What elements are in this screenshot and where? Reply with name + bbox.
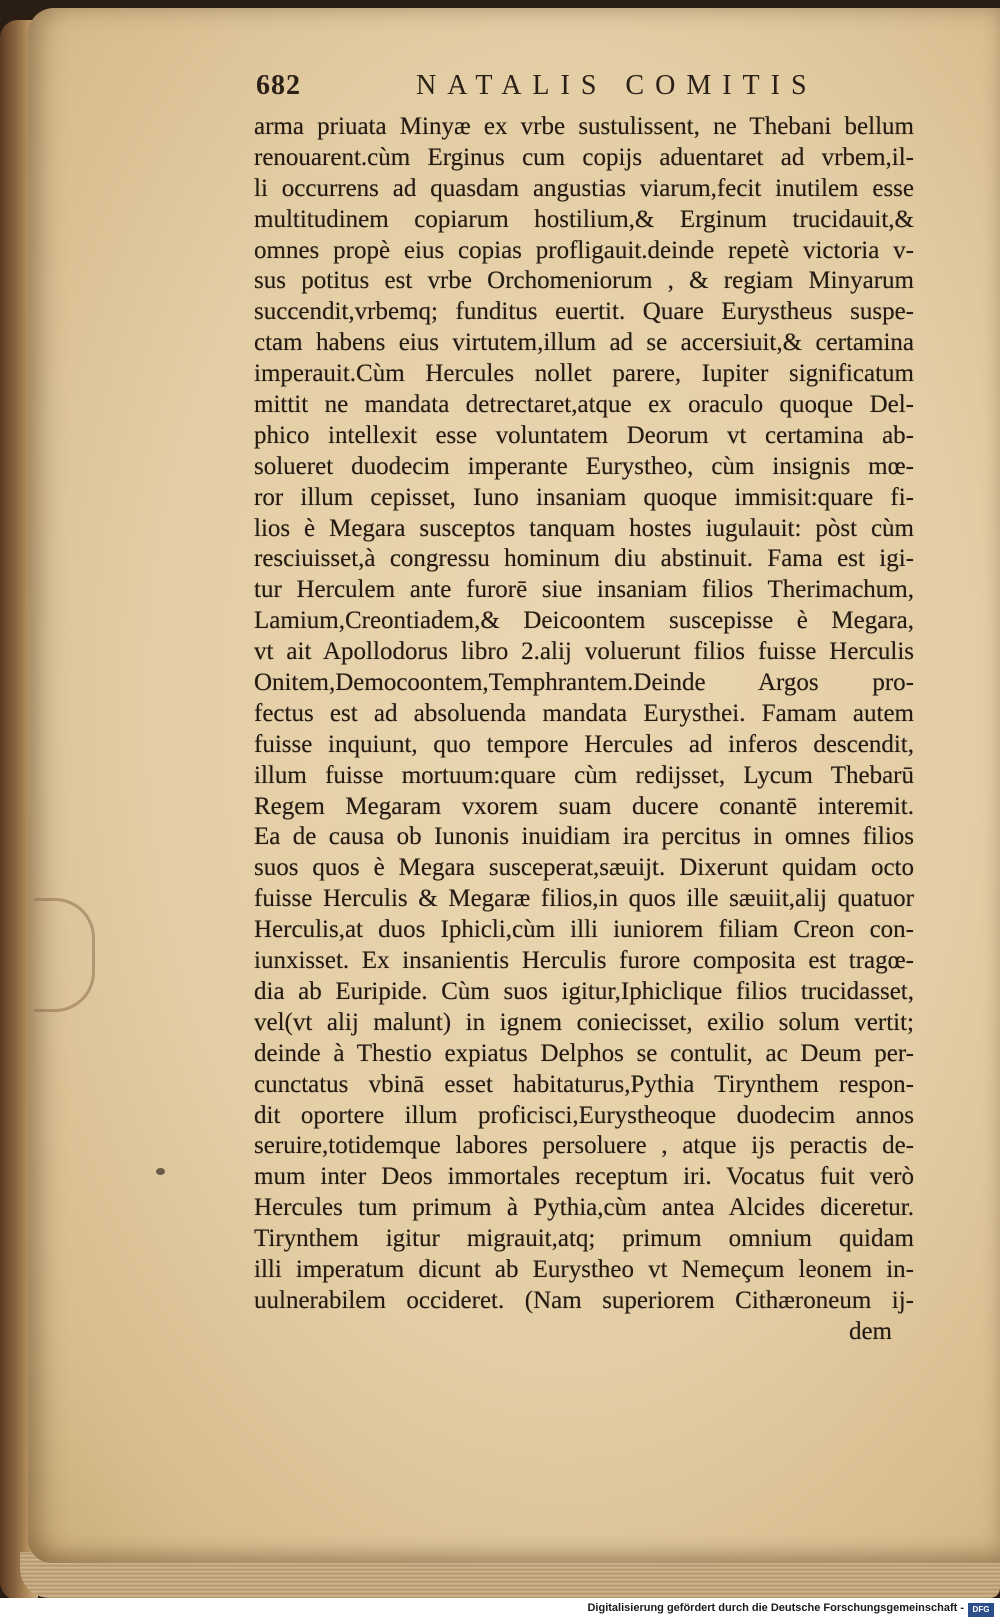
text-line: Hercules tum primum à Pythia,cùm antea Alcides diceretur. bbox=[254, 1194, 914, 1222]
text-line: tur Herculem ante furorē siue insaniam filios Therimachum, bbox=[254, 576, 914, 604]
funding-credit: Digitalisierung gefördert durch die Deutsche Forschungsgemeinschaft - bbox=[587, 1602, 964, 1614]
text-line: fuisse Herculis & Megaræ filios,in quos ille sæuiit,alij quatuor bbox=[254, 885, 914, 913]
text-line: cunctatus vbinā esset habitaturus,Pythia Tirynthem respon- bbox=[254, 1070, 914, 1098]
text-line: dem bbox=[848, 1317, 892, 1345]
text-line: li occurrens ad quasdam angustias viarum,fecit inutilem esse bbox=[254, 174, 914, 202]
text-line: ror illum cepisset, Iuno insaniam quoque immisit:quare fi- bbox=[254, 483, 914, 511]
text-line: dia ab Euripide. Cùm suos igitur,Iphiclique filios trucidasset, bbox=[254, 977, 914, 1005]
text-line: fectus est ad absoluenda mandata Eurysthei. Famam autem bbox=[254, 699, 914, 727]
text-line: deinde à Thestio expiatus Delphos se contulit, ac Deum per- bbox=[254, 1039, 914, 1067]
footer-bar bbox=[0, 1598, 1000, 1622]
body-text bbox=[254, 112, 914, 1348]
running-head: NATALIS COMITIS bbox=[416, 70, 818, 101]
text-line: arma priuata Minyæ ex vrbe sustulissent, ne Thebani bellum bbox=[254, 113, 914, 140]
page-number: 682 bbox=[256, 70, 301, 101]
text-line: Herculis,at duos Iphicli,cùm illi iuniorem filiam Creon con- bbox=[254, 916, 914, 944]
text-line: resciuisset,à congressu hominum diu abstinuit. Fama est igi- bbox=[254, 545, 914, 573]
text-line: lios è Megara susceptos tanquam hostes iugulauit: pòst cùm bbox=[254, 514, 914, 542]
text-line: Ea de causa ob Iunonis inuidiam ira percitus in omnes filios bbox=[254, 823, 914, 851]
page-header bbox=[256, 70, 956, 110]
text-line: phico intellexit esse voluntatem Deorum vt certamina ab- bbox=[254, 421, 914, 449]
text-line: dit oportere illum proficisci,Eurystheoque duodecim annos bbox=[254, 1101, 914, 1129]
text-line: uulnerabilem occideret. (Nam superiorem Cithæroneum ij- bbox=[254, 1286, 914, 1314]
text-line: fuisse inquiunt, quo tempore Hercules ad inferos descendit, bbox=[254, 730, 914, 758]
text-line: sus potitus est vrbe Orchomeniorum , & regiam Minyarum bbox=[254, 267, 914, 295]
text-line: omnes propè eius copias profligauit.deinde repetè victoria v- bbox=[254, 236, 914, 264]
text-line: vt ait Apollodorus libro 2.alij voluerunt filios fuisse Herculis bbox=[254, 638, 914, 666]
text-line: mittit ne mandata detrectaret,atque ex oraculo quoque Del- bbox=[254, 391, 914, 419]
dfg-logo-icon: DFG bbox=[968, 1603, 994, 1617]
text-line: iunxisset. Ex insanientis Herculis furore composita est tragœ- bbox=[254, 947, 914, 975]
text-line: multitudinem copiarum hostilium,& Erginum trucidauit,& bbox=[254, 205, 914, 233]
text-line: Regem Megaram vxorem suam ducere conantē interemit. bbox=[254, 792, 914, 820]
text-line: mum inter Deos immortales receptum iri. Vocatus fuit verò bbox=[254, 1163, 914, 1191]
text-line: seruire,totidemque labores persoluere , atque ijs peractis de- bbox=[254, 1132, 914, 1160]
text-line: renouarent.cùm Erginus cum copijs aduentaret ad vrbem,il- bbox=[254, 143, 914, 171]
text-line: Tirynthem igitur migrauit,atq; primum omnium quidam bbox=[254, 1225, 914, 1253]
text-line: suos quos è Megara susceperat,sæuijt. Dixerunt quidam octo bbox=[254, 854, 914, 882]
text-line: succendit,vrbemq; funditus euertit. Quare Eurystheus suspe- bbox=[254, 298, 914, 326]
clasp-mark bbox=[34, 898, 95, 1012]
text-line: Lamium,Creontiadem,& Deicoontem suscepisse è Megara, bbox=[254, 607, 914, 635]
text-line: Onitem,Democoontem,Temphrantem.Deinde Argos pro- bbox=[254, 669, 914, 697]
text-line: vel(vt alij malunt) in ignem coniecisset, exilio solum vertit; bbox=[254, 1008, 914, 1036]
text-line: illi imperatum dicunt ab Eurystheo vt Nemeçum leonem in- bbox=[254, 1255, 914, 1283]
text-line: illum fuisse mortuum:quare cùm redijsset, Lycum Thebarū bbox=[254, 761, 914, 789]
text-line: solueret duodecim imperante Eurystheo, cùm insignis mœ- bbox=[254, 452, 914, 480]
ink-speck bbox=[156, 1168, 165, 1175]
text-line: ctam habens eius virtutem,illum ad se accersiuit,& certamina bbox=[254, 329, 914, 357]
text-line: imperauit.Cùm Hercules nollet parere, Iupiter significatum bbox=[254, 360, 914, 388]
